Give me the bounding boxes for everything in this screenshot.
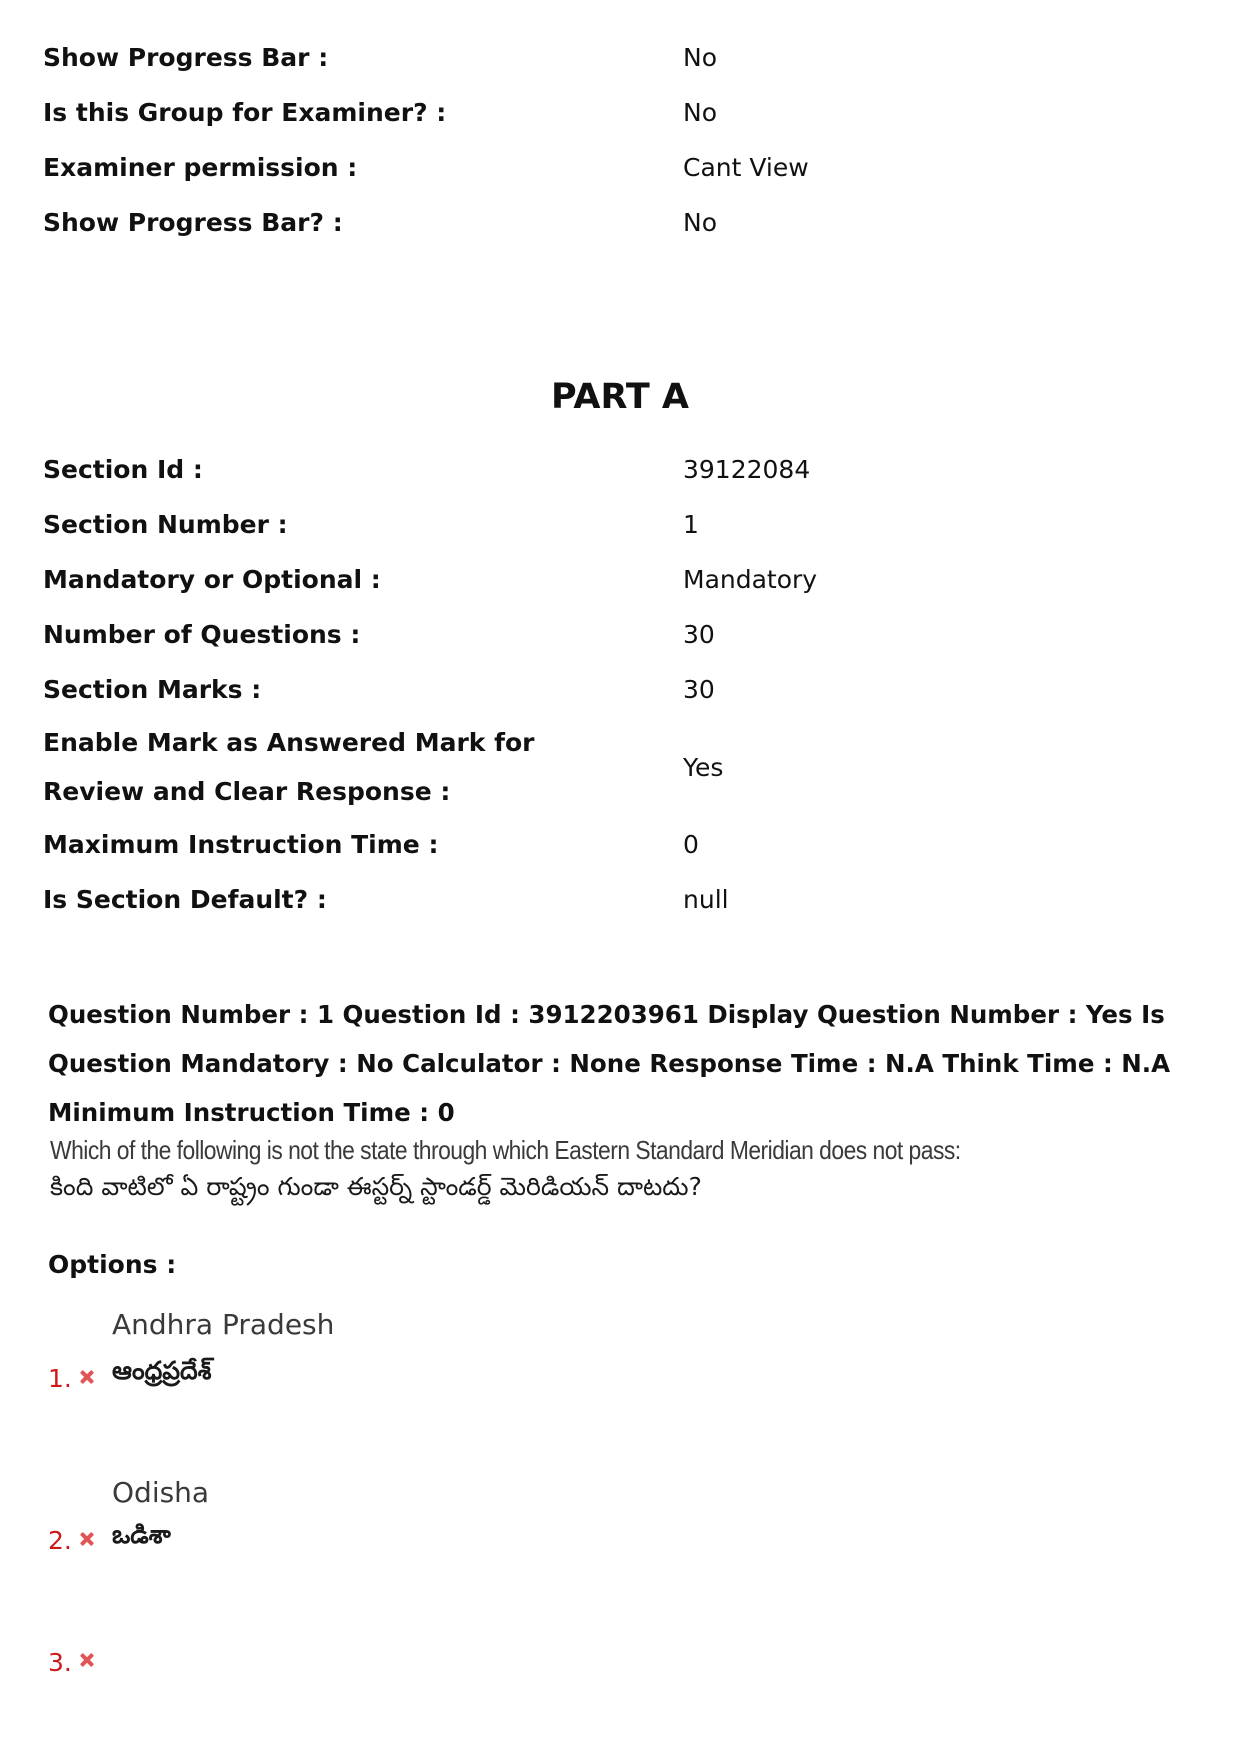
settings-key: Section Marks :	[43, 675, 262, 704]
settings-key: Section Id :	[43, 455, 203, 484]
cross-icon	[80, 1370, 94, 1384]
settings-key: Is Section Default? :	[43, 885, 327, 914]
settings-row	[43, 442, 1193, 497]
settings-row	[43, 140, 1193, 195]
settings-value: Yes	[683, 752, 724, 782]
option-item	[48, 1640, 748, 1700]
section-settings-table	[43, 442, 1193, 927]
question-meta: Question Number : 1 Question Id : 3912203961 Display Question Number : Yes Is Question Mandatory : No Calculator : None Response Time : N.A Think Time : N.A Minimum Instruction Time : 0	[48, 1000, 1171, 1127]
settings-key: Show Progress Bar? :	[43, 208, 343, 237]
settings-value: null	[683, 885, 729, 914]
settings-key: Examiner permission :	[43, 153, 358, 182]
settings-row	[43, 662, 1193, 717]
settings-row	[43, 717, 1193, 817]
settings-row	[43, 497, 1193, 552]
settings-key: Maximum Instruction Time :	[43, 830, 439, 859]
settings-key: Show Progress Bar :	[43, 43, 329, 72]
settings-value: 30	[683, 620, 715, 649]
settings-row	[43, 85, 1193, 140]
settings-row	[43, 817, 1193, 872]
option-number: 3.	[48, 1648, 72, 1677]
question-text-image	[50, 1135, 961, 1215]
settings-value: 30	[683, 675, 715, 704]
option-text-telugu: ఒడిశా	[112, 1520, 171, 1549]
settings-key: Number of Questions :	[43, 620, 361, 649]
settings-value: 0	[683, 830, 699, 859]
settings-key: Section Number :	[43, 510, 288, 539]
settings-key: Mandatory or Optional :	[43, 565, 381, 594]
settings-key: Enable Mark as Answered Mark for Review and Clear Response :	[43, 728, 535, 806]
settings-value: No	[683, 98, 717, 127]
option-text-telugu: ఆంధ్రప్రదేశ్	[112, 1356, 212, 1385]
settings-value: No	[683, 208, 717, 237]
cross-icon	[80, 1653, 94, 1667]
settings-row	[43, 872, 1193, 927]
settings-row	[43, 30, 1193, 85]
option-item	[48, 1300, 748, 1410]
option-text-english: Andhra Pradesh	[112, 1308, 335, 1341]
option-number: 2.	[48, 1526, 72, 1555]
settings-value: 39122084	[683, 455, 811, 484]
question-text-english: Which of the following is not the state through which Eastern Standard Meridian does not pass:	[50, 1135, 961, 1165]
group-settings-table	[43, 30, 1193, 250]
settings-row	[43, 195, 1193, 250]
option-text-english: Odisha	[112, 1476, 210, 1509]
option-number: 1.	[48, 1364, 72, 1393]
settings-value: Mandatory	[683, 565, 818, 594]
option-item	[48, 1468, 748, 1578]
options-label: Options :	[48, 1250, 177, 1279]
part-title: PART A	[550, 377, 690, 417]
settings-value: No	[683, 43, 717, 72]
settings-row	[43, 607, 1193, 662]
settings-row	[43, 552, 1193, 607]
cross-icon	[80, 1532, 94, 1546]
settings-value: Cant View	[683, 153, 809, 182]
settings-value: 1	[683, 510, 699, 539]
settings-key: Is this Group for Examiner? :	[43, 98, 447, 127]
question-text-telugu: కింది వాటిలో ఏ రాష్ట్రం గుండా ఈస్టర్న్ స్టాండర్డ్ మెరిడియన్ దాటదు?	[50, 1172, 702, 1201]
